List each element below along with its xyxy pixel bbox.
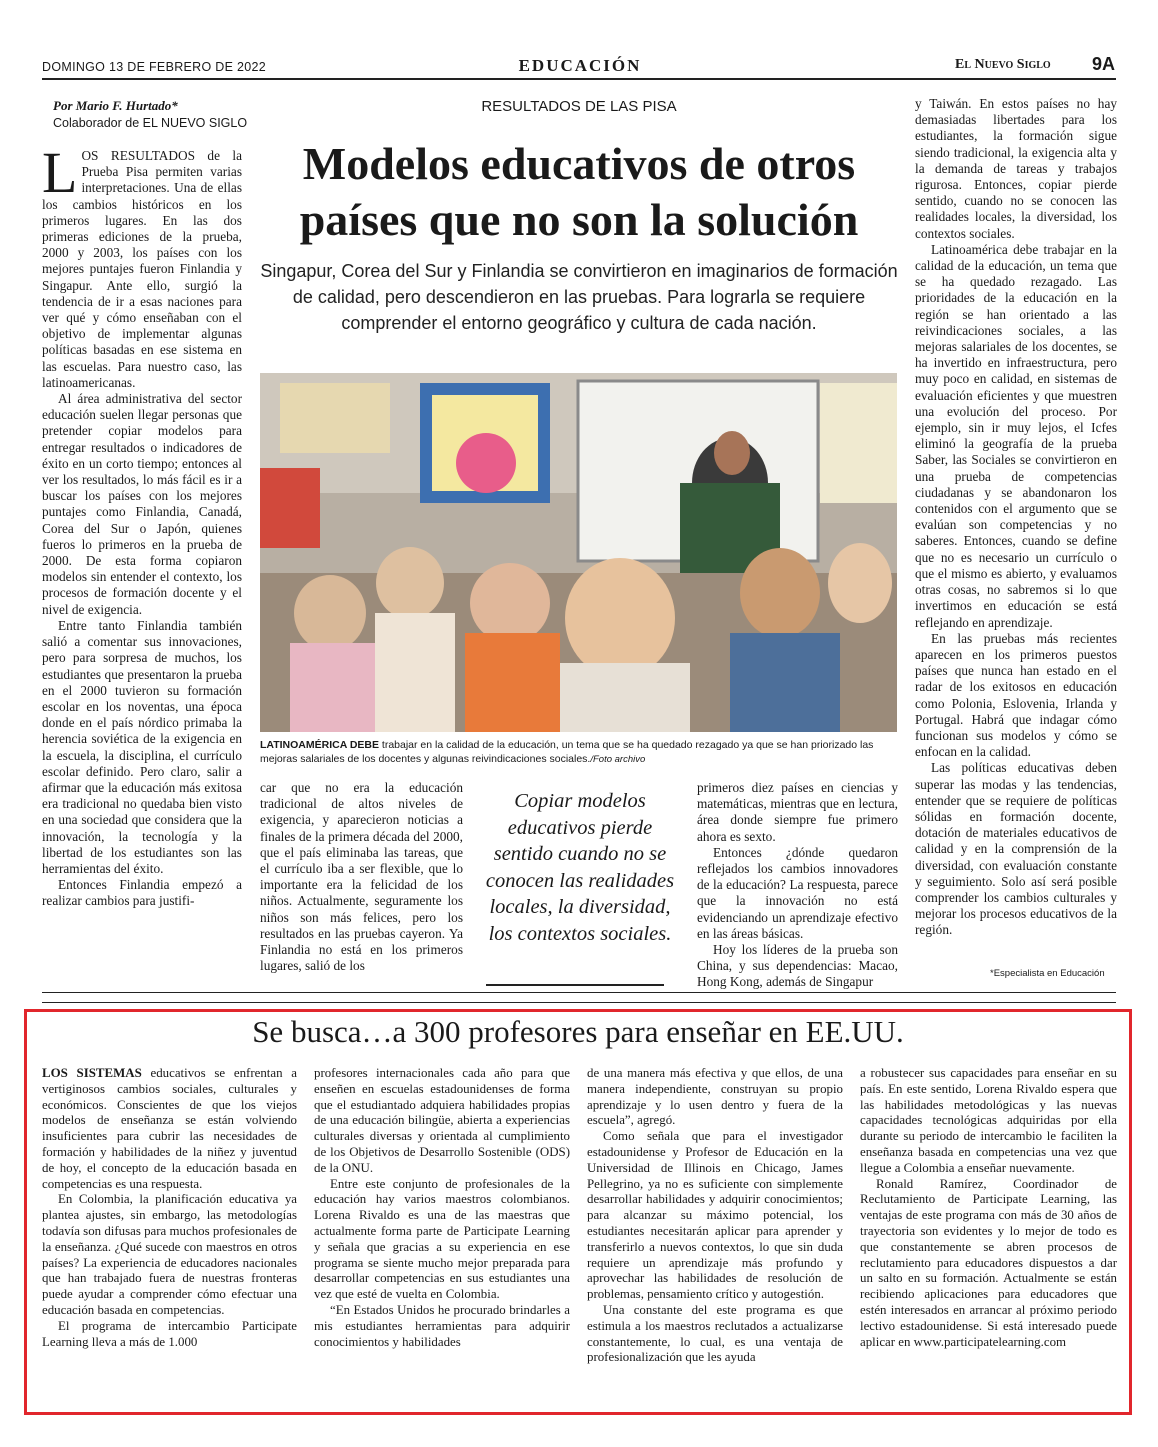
paragraph: Hoy los líderes de la prueba son China, y sus dependencias: Macao, Hong Kong, además de Singapur — [697, 942, 898, 990]
paragraph: car que no era la educación tradicional de altos niveles de exigencia, y aparecieron noticias a finales de la primera década del 2000, que el país eliminaba las tareas, que el currículo iba a ser flexible, que lo importante era la felicidad de los niños. Actualmente, seguramente los niños son más felices, pero los resultados en las pruebas cayeron. Ya Finlandia no está en los primeros lugares, salió de los — [260, 780, 463, 974]
box-headline: Se busca…a 300 profesores para enseñar en EE.UU. — [252, 1014, 904, 1049]
paragraph: Latinoamérica debe trabajar en la calidad de la educación, un tema que se ha quedado rezagado. Las prioridades de la educación en la región se han orientado a las reivindicaciones sociales, a las mejoras salariales de los docentes, se ha invertido en infraestructura, pero muy poco en calidad, en sistemas de evaluación eficientes y que muestren una evolución del proceso. Por ejemplo, sin ir muy lejos, el Icfes eliminó la geografía de la prueba Saber, las Sociales se convirtieron en una prueba de competencias ciudadanas y se abandonaron los contenidos con el argumento que se evalúan son competencias y no saberes. Entonces, cuando se define que no es necesario un currículo o que el mismo es abierto, y evaluamos otras cosas, no sabremos si lo que invertimos en educación se está reflejando en aprendizaje. — [915, 241, 1117, 630]
section-divider — [42, 992, 1116, 993]
paragraph: a robustecer sus capacidades para enseñar en su país. En este sentido, Lorena Rivaldo espera que las habilidades metodológicas y las nuevas capacidades tecnológicas adquiridas por ella durante su periodo de intercambio le faciliten la enseñanza basada en competencias una vez que llegue a Colombia a enseñar nuevamente. — [860, 1066, 1117, 1175]
byline-role: Colaborador de EL NUEVO SIGLO — [53, 116, 248, 130]
drop-cap: L — [42, 140, 78, 205]
pull-quote: Copiar modelos educativos pierde sentido cuando no se conocen las realidades locales, la diversidad, los contextos sociales. — [485, 790, 675, 945]
header-rule — [42, 78, 1116, 80]
caption-lead: LATINOAMÉRICA DEBE — [260, 739, 379, 751]
article-column-4 — [697, 780, 898, 991]
section-divider — [42, 1002, 1116, 1003]
kicker: RESULTADOS DE LAS PISA — [481, 98, 677, 115]
page-number: 9A — [1092, 54, 1116, 74]
article-column-2 — [260, 780, 463, 974]
box-column-2 — [314, 1066, 570, 1350]
section-title: EDUCACIÓN — [518, 56, 642, 75]
caption-text: trabajar en la calidad de la educación, un tema que se ha quedado rezagado ya que se han priorizado las mejoras salariales de los docentes y algunas reivindicaciones sociales. — [260, 739, 874, 765]
paragraph: En las pruebas más recientes aparecen en los primeros puestos países que nunca han estado en el radar de los exitosos en educación como Polonia, Eslovenia, Irlanda y Portugal. Habrá que indagar cómo funcionan sus modelos y cómo se enfocan en la calidad. — [915, 630, 1117, 760]
paragraph: El programa de intercambio Participate Learning lleva a más de 1.000 — [42, 1318, 297, 1349]
newspaper-name: El Nuevo Siglo — [955, 57, 1051, 72]
lead-words: LOS SISTEMAS — [42, 1066, 142, 1080]
paragraph: Entre tanto Finlandia también salió a comentar sus innovaciones, pero para sorpresa de muchos, los estudiantes que presentaron la prueba en el 2000 tuvieron su formación escolar en los noventas, una época donde en el país nórdico primaba la herencia soviética de la exigencia en la escuela, la disciplina, el currículo escolar definido. Pero claro, salir a afirmar que la educación más exitosa era tradicional no quedaba bien visto en una sociedad que considera que la innovación, la tecnología y la libertad de los estudiantes son las herramientas del éxito. — [42, 617, 242, 876]
paragraph: Como señala que para el investigador estadounidense y Profesor de Educación en la Universidad de Illinois en Chicago, James Pellegrino, ya no es suficiente con simplemente desarrollar habilidades y adquirir conocimientos; para alcanzar su máximo potencial, los estudiantes necesitarán aplicar para aprender y transferirlo a nuevos contextos, lo que sin duda requiere un aprendizaje más profundo y aprovechar las habilidades de resolución de problemas, pensamiento crítico y autogestión. — [587, 1129, 843, 1302]
paragraph: de una manera más efectiva y que ellos, de una manera independiente, construyan su propio aprendizaje y lo usen dentro y fuera de la escuela”, agregó. — [587, 1066, 843, 1128]
article-column-1 — [42, 140, 242, 910]
paragraph: educativos se enfrentan a vertiginosos cambios sociales, culturales y económicos. Conscientes de que los viejos modelos de enseñanza se están volviendo insuficientes para cubrir las necesidades de formación y habilidades de la niñez y juventud de hoy, el concepto de la educación basada en competencias es una respuesta. — [42, 1066, 297, 1191]
paragraph: Entonces Finlandia empezó a realizar cambios para justifi- — [42, 877, 242, 909]
subheadline: Singapur, Corea del Sur y Finlandia se convirtieron en imaginarios de formación de calidad, pero descendieron en las pruebas. Para lograrla se requiere comprender el entorno geográfico y cultura de cada nación. — [260, 261, 898, 333]
pull-quote-rule — [486, 984, 664, 986]
headline: Modelos educativos de otros países que no son la solución — [299, 138, 859, 245]
paragraph: Ronald Ramírez, Coordinador de Reclutamiento de Participate Learning, las ventajas de este programa con más de 30 años de trayectoria son evidentes y lo mejor de todo es que constantemente se abren procesos de reclutamiento para educadores dispuestos a dar un salto en su formación. Actualmente se están recibiendo aplicaciones para educadores que estén interesados en arrancar al próximo periodo lectivo estadounidense. Si está interesado puede aplicar en www.participatelearning.com — [860, 1176, 1117, 1349]
box-column-3 — [587, 1066, 843, 1366]
paragraph: primeros diez países en ciencias y matemáticas, mientras que en lectura, área donde siempre fue primero ahora es sexto. — [697, 780, 898, 844]
paragraph: profesores internacionales cada año para que enseñen en escuelas estadounidenses de forma que el estudiantado adquiera habilidades propias de una educación bilingüe, abierta a experiencias culturales diversas y orientada al cumplimiento de los Objetivos de Desarrollo Sostenible (ODS) de la ONU. — [314, 1066, 570, 1175]
box-column-4 — [860, 1066, 1117, 1350]
paragraph: “En Estados Unidos he procurado brindarles a mis estudiantes herramientas para adquirir conocimientos y habilidades — [314, 1302, 570, 1349]
paragraph: y Taiwán. En estos países no hay demasiadas libertades para los estudiantes, la formación sigue siendo tradicional, la exigencia alta y la demanda de tareas y trabajos rigurosa. Entonces, copiar pierde sentido, cuando no se conocen las realidades locales, la diversidad, los contextos sociales. — [915, 96, 1117, 241]
paragraph: En Colombia, la planificación educativa ya plantea ajustes, sin embargo, las metodologías todavía son difusas para muchos profesionales de la enseñanza. ¿Qué sucede con maestros en otros países? La experiencia de educadores nacionales que han trabajado fuera de nuestras fronteras puede ayudar a comprender cómo efectuar una educación basada en competencias. — [42, 1192, 297, 1317]
photo-caption — [260, 738, 900, 767]
paragraph: Una constante del este programa es que estimula a los maestros reclutados a actualizarse constantemente, lo cual, es una ventaja de profesionalización que les ayuda — [587, 1302, 843, 1365]
paragraph: Entre este conjunto de profesionales de la educación hay varios maestros colombianos. Lorena Rivaldo es una de las maestras que actualmente forma parte de Participate Learning y señala que gracias a su experiencia en ese programa se siente mucho mejor preparada para desarrollar competencias en sus estudiantes una vez que esté de vuelta en Colombia. — [314, 1176, 570, 1302]
author-footnote: *Especialista en Educación — [990, 968, 1105, 979]
byline-author: Por Mario F. Hurtado* — [53, 98, 178, 113]
issue-date: DOMINGO 13 DE FEBRERO DE 2022 — [42, 60, 267, 74]
paragraph: Al área administrativa del sector educación suelen llegar personas que pretender copiar modelos para entregar resultados o indicadores de éxito en un corto tiempo; entonces al ver los resultados, lo más fácil es ir a buscar los países con los mejores puntajes como Finlandia, Canadá, Corea del Sur o Japón, quienes fueros lo primeros en la prueba de 2000. De esta forma copiaron modelos sin entender el contexto, los procesos de formación docente y el nivel de exigencia. — [42, 391, 242, 617]
article-column-5 — [915, 96, 1117, 939]
photo-credit: /Foto archivo — [590, 754, 646, 765]
classroom-photo — [260, 373, 897, 732]
paragraph: Las políticas educativas deben superar las modas y las tendencias, entender que se requiere de políticas sólidas en formación docente, dotación de materiales educativos de calidad y en la comprensión de la diversidad, con evaluación constante y seguimiento. Solo así será posible comprender los cambios culturales y mejorar los procesos educativos de la región. — [915, 760, 1117, 938]
paragraph: Entonces ¿dónde quedaron reflejados los cambios innovadores de la educación? La respuesta, parece que la innovación no está evidenciando un aprendizaje efectivo en las áreas básicas. — [697, 844, 898, 941]
box-column-1 — [42, 1066, 297, 1350]
classroom-illustration — [260, 373, 897, 732]
paragraph: OS RESULTADOS de la Prueba Pisa permiten varias interpretaciones. Una de ellas los cambios históricos en los primeros lugares. En las dos primeras ediciones de la prueba, 2000 y 2003, los países con los mejores puntajes fueron Finlandia y Singapur. Ante ello, surgió la tendencia de ir a esas naciones para ver qué y cómo enseñaban con el objetivo de implementar algunas políticas basadas en ese sistema en las escuelas. Para nuestro caso, las latinoamericanas. — [42, 148, 242, 390]
